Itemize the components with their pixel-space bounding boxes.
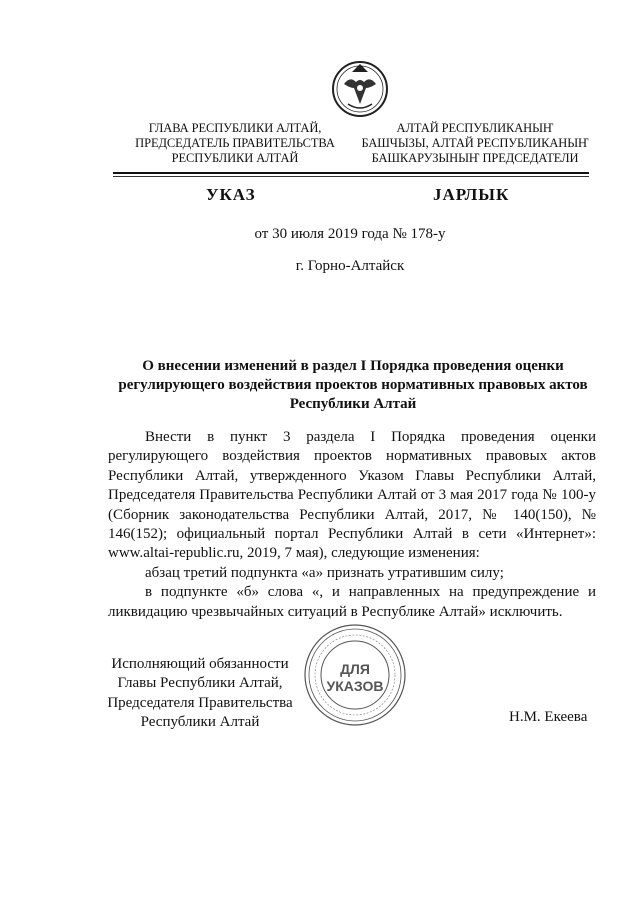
subject-line: О внесении изменений в раздел I Порядка проведения оценки — [142, 358, 564, 374]
signature-line: Председателя Правительства — [107, 694, 293, 711]
coat-of-arms-icon — [330, 58, 390, 120]
signature-line: Республики Алтай — [140, 714, 260, 731]
body-paragraph: абзац третий подпункта «а» признать утратившим силу; — [145, 564, 504, 581]
header-right-line: БАШКАРУЗЫНЫҤ ПРЕДСЕДАТЕЛИ — [371, 151, 579, 165]
subject-line: регулирующего воздействия проектов нормативных правовых актов — [118, 377, 588, 393]
body-paragraph: Внести в пункт 3 раздела I Порядка проведения оценки регулирующего воздействия проектов нормативных правовых актов Республики Алтай, утвержденного Указом Главы Республики Алтай, Председателя Правительства Республики Алтай от 3 мая 2017 года № 100-у (Сборник законодательства Республики Алтай, 2017, № 140(150), № 146(152); официальный портал Республики Алтай в сети «Интернет»: www.altai-republic.ru, 2019, 7 мая), следующие изменения: — [108, 429, 596, 562]
document-city: г. Горно-Алтайск — [295, 258, 405, 274]
subject-line: Республики Алтай — [289, 396, 417, 412]
header-right — [345, 121, 605, 166]
title-ukaz: УКАЗ — [206, 185, 256, 204]
header-divider-thin — [113, 176, 589, 177]
header-right-line: АЛТАЙ РЕСПУБЛИКАНЫҤ — [396, 121, 554, 135]
stamp-line2: УКАЗОВ — [326, 678, 384, 694]
header-left-line: РЕСПУБЛИКИ АЛТАЙ — [171, 151, 299, 165]
signature-title — [100, 655, 300, 733]
header-divider — [113, 172, 589, 174]
header-right-line: БАШЧЫЗЫ, АЛТАЙ РЕСПУБЛИКАНЫҤ — [361, 136, 589, 150]
stamp-line1: ДЛЯ — [340, 661, 370, 677]
signature-line: Главы Республики Алтай, — [117, 675, 283, 692]
official-stamp — [302, 622, 408, 728]
document-body — [108, 428, 596, 622]
document-date: от 30 июля 2019 года № 178-у — [254, 226, 446, 242]
signatory-name: Н.М. Екеева — [509, 709, 588, 725]
header-left-line: ГЛАВА РЕСПУБЛИКИ АЛТАЙ, — [148, 121, 322, 135]
title-jarlyk: JАРЛЫК — [433, 185, 510, 204]
document-subject — [108, 357, 598, 414]
header-left — [120, 121, 350, 166]
body-paragraph: в подпункте «б» слова «, и направленных на предупреждение и ликвидацию чрезвычайных ситуаций в Республике Алтай» исключить. — [108, 584, 596, 620]
header-left-line: ПРЕДСЕДАТЕЛЬ ПРАВИТЕЛЬСТВА — [135, 136, 335, 150]
signature-line: Исполняющий обязанности — [111, 656, 289, 672]
